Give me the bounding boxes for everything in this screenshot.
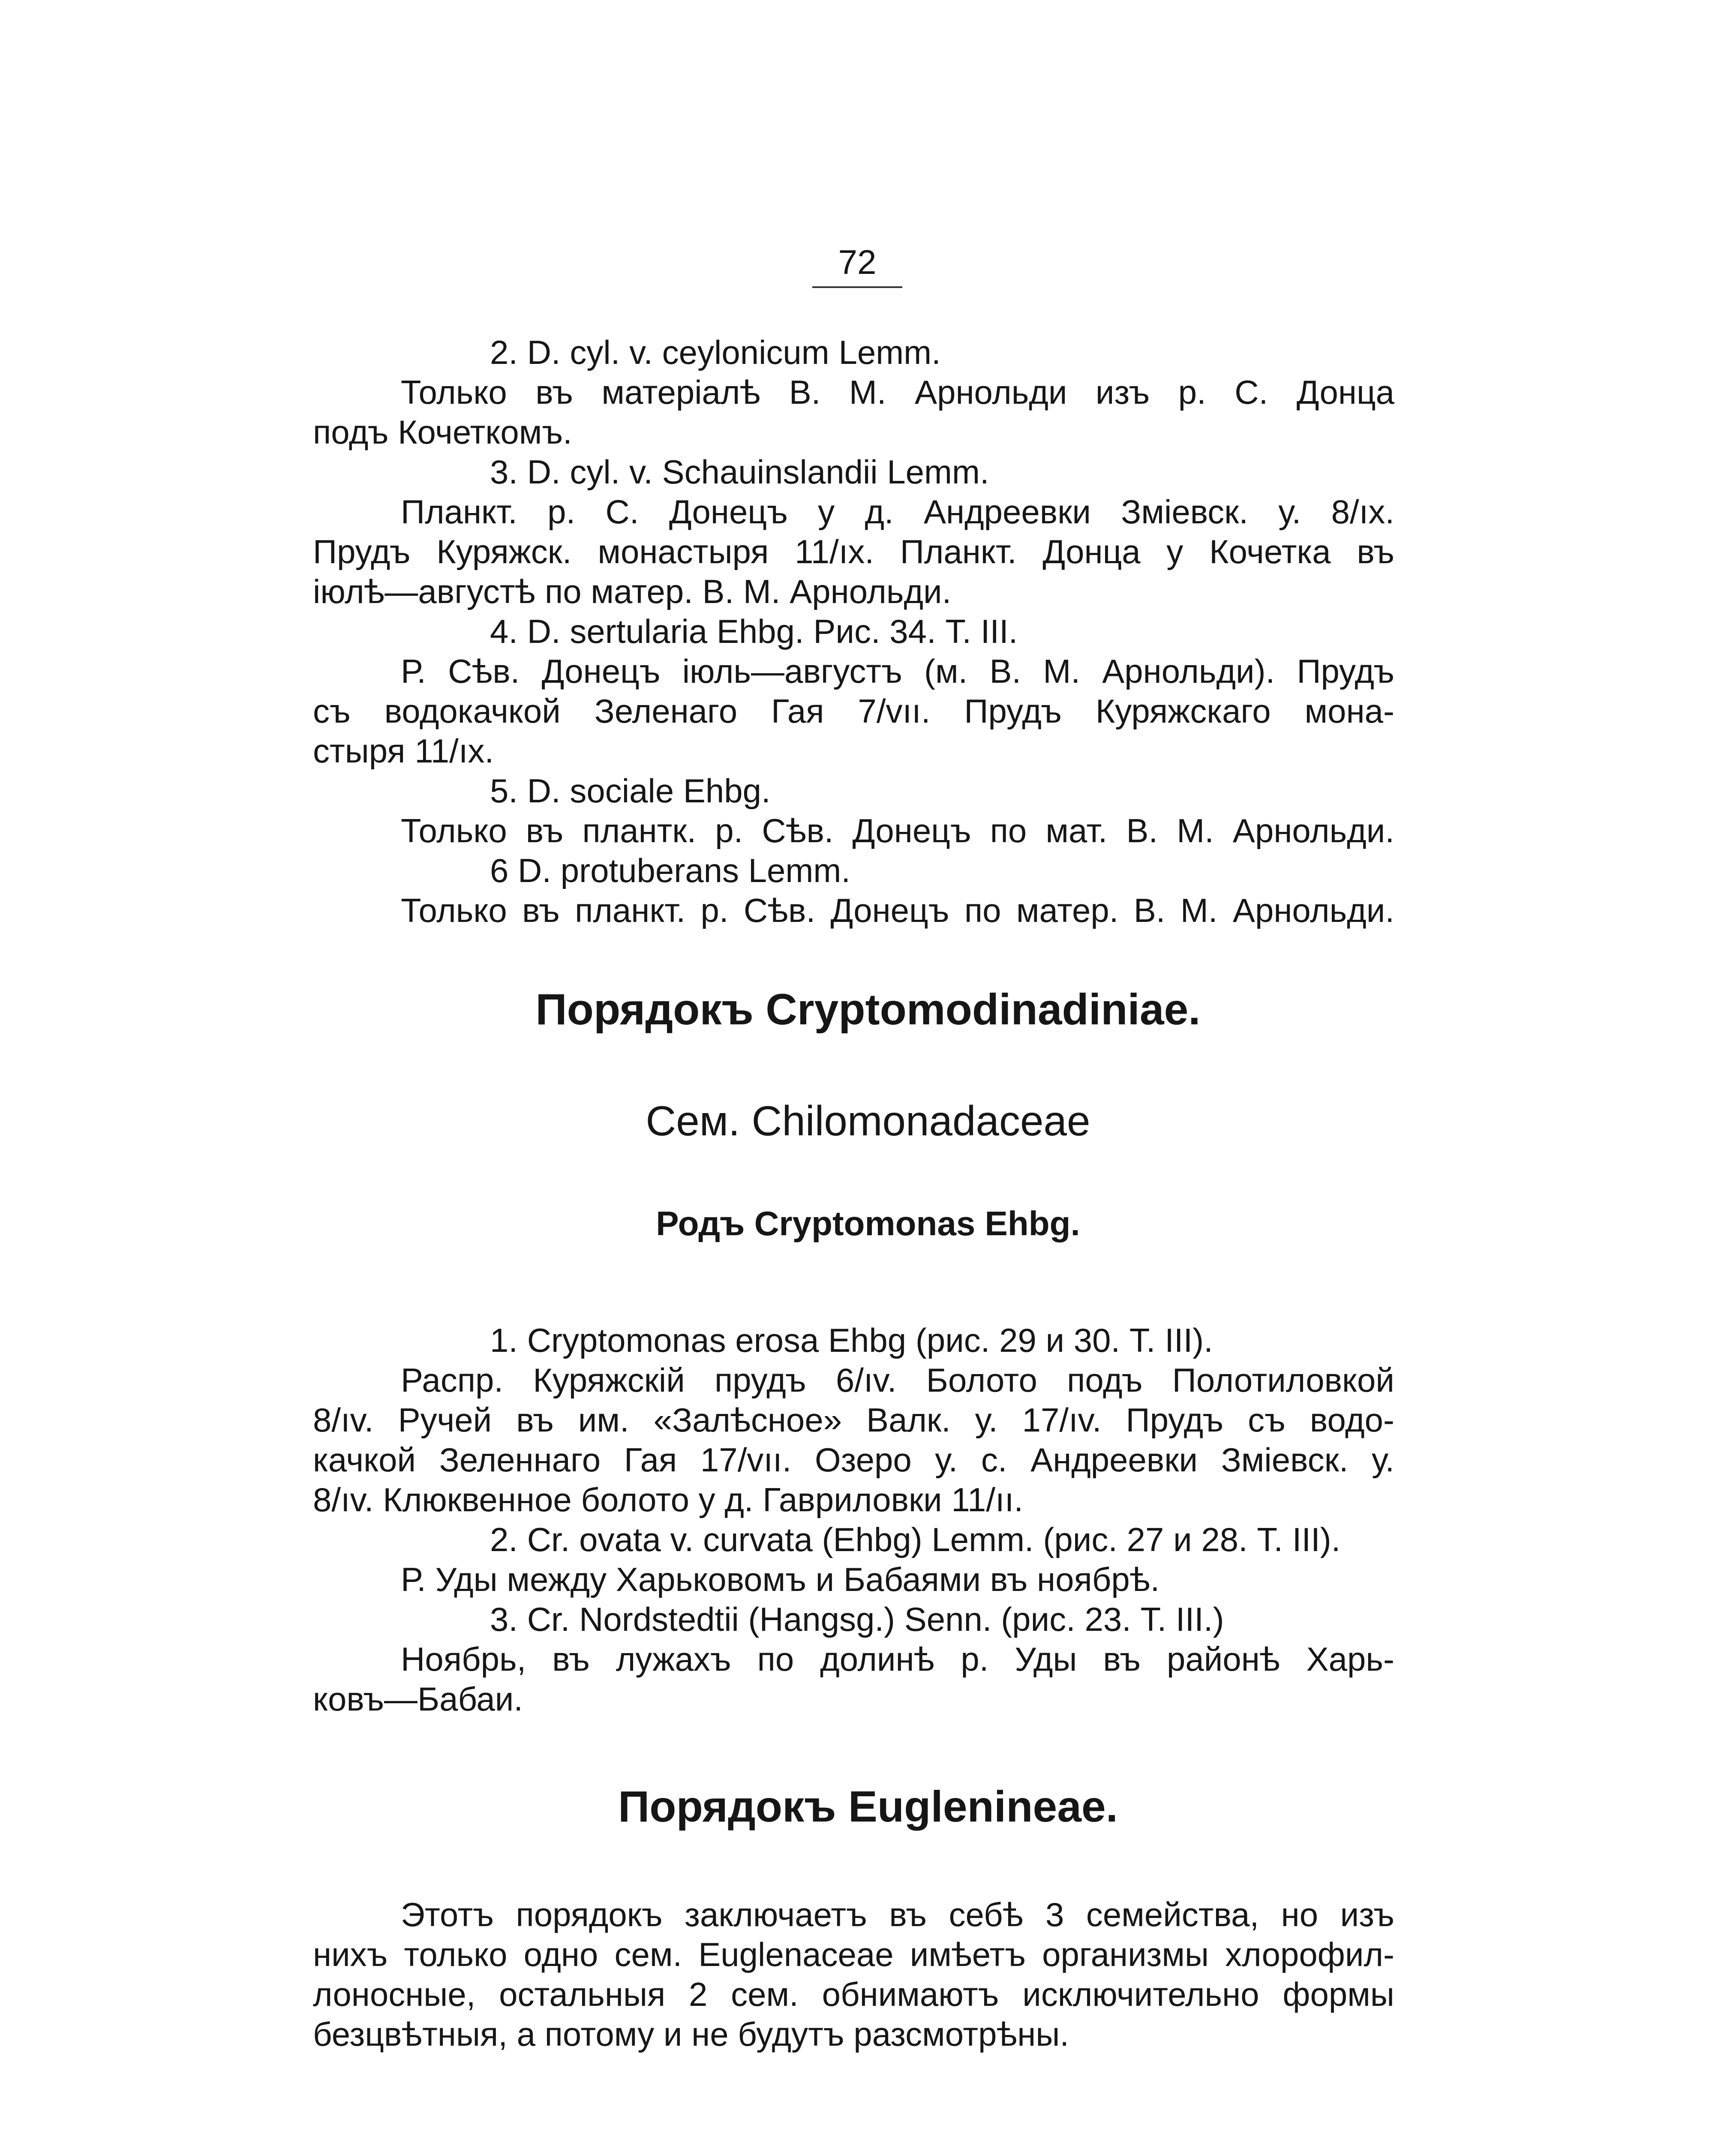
species-line: 2. Cr. ovata v. curvata (Ehbg) Lemm. (рис. 27 и 28. T. III).	[490, 1521, 1341, 1558]
text-line: іюлѣ—августѣ по матер. В. М. Арнольди.	[313, 573, 952, 610]
species-line: 6 D. protuberans Lemm.	[490, 852, 851, 889]
text-line: Только въ плантк. р. Сѣв. Донецъ по мат. В. М. Арнольди.	[401, 812, 1394, 849]
text-line: Р. Сѣв. Донецъ іюль—августъ (м. В. М. Арнольди). Прудъ	[401, 652, 1394, 690]
species-line: 1. Cryptomonas erosa Ehbg (рис. 29 и 30. T. III).	[490, 1321, 1213, 1359]
text-line: безцвѣтныя, а потому и не будутъ разсмотрѣны.	[313, 2015, 1069, 2053]
text-line: Этотъ порядокъ заключаетъ въ себѣ 3 семейства, но изъ	[401, 1896, 1394, 1933]
text-line: подъ Кочеткомъ.	[313, 413, 572, 451]
text-line: Прудъ Куряжск. монастыря 11/ıx. Планкт. Донца у Кочетка въ	[313, 533, 1394, 570]
page-number: 72	[838, 243, 877, 281]
page-number-rule	[812, 286, 902, 288]
text-line: Только въ планкт. р. Сѣв. Донецъ по матер. В. М. Арнольди.	[401, 891, 1394, 929]
species-line: 5. D. sociale Ehbg.	[490, 772, 771, 810]
text-line: 8/ıv. Клюквенное болото у д. Гавриловки 11/ıı.	[313, 1481, 1024, 1519]
text-line: качкой Зеленнаго Гая 17/vıı. Озеро у. с. Андреевки Зміевск. у.	[313, 1441, 1394, 1479]
text-line: Планкт. р. С. Донецъ у д. Андреевки Зміевск. у. 8/ıx.	[401, 493, 1394, 531]
order-heading: Порядокъ Euglenineae.	[618, 1782, 1118, 1831]
text-line: стыря 11/ıx.	[313, 732, 494, 770]
text-line: 8/ıv. Ручей въ им. «Залѣсное» Валк. у. 17/ıv. Прудъ съ водо-	[313, 1401, 1394, 1439]
species-line: 2. D. cyl. v. ceylonicum Lemm.	[490, 333, 941, 371]
text-line: ковъ—Бабаи.	[313, 1680, 523, 1718]
text-line: нихъ только одно сем. Euglenaceae имѣетъ организмы хлорофил-	[313, 1936, 1394, 1973]
species-line: 3. Cr. Nordstedtii (Hangsg.) Senn. (рис. 23. T. III.)	[490, 1600, 1224, 1638]
text-line: Ноябрь, въ лужахъ по долинѣ р. Уды въ районѣ Харь-	[401, 1640, 1394, 1678]
text-line: Р. Уды между Харьковомъ и Бабаями въ ноябрѣ.	[401, 1561, 1160, 1598]
text-line: лоносные, остальныя 2 сем. обнимаютъ исключительно формы	[313, 1975, 1394, 2013]
text-line: Только въ матеріалѣ В. М. Арнольди изъ р. С. Донца	[401, 373, 1394, 411]
family-heading: Сем. Chilomonadaceae	[646, 1097, 1090, 1144]
order-heading: Порядокъ Cryptomodinadiniae.	[535, 985, 1201, 1034]
genus-heading: Родъ Cryptomonas Ehbg.	[656, 1204, 1080, 1243]
species-line: 3. D. cyl. v. Schauinslandii Lemm.	[490, 453, 989, 491]
species-line: 4. D. sertularia Ehbg. Рис. 34. T. III.	[490, 612, 1018, 650]
text-line: Распр. Куряжскій прудъ 6/ıv. Болото подъ Полотиловкой	[401, 1361, 1394, 1399]
text-line: съ водокачкой Зеленаго Гая 7/vıı. Прудъ Куряжскаго мона-	[313, 692, 1394, 730]
